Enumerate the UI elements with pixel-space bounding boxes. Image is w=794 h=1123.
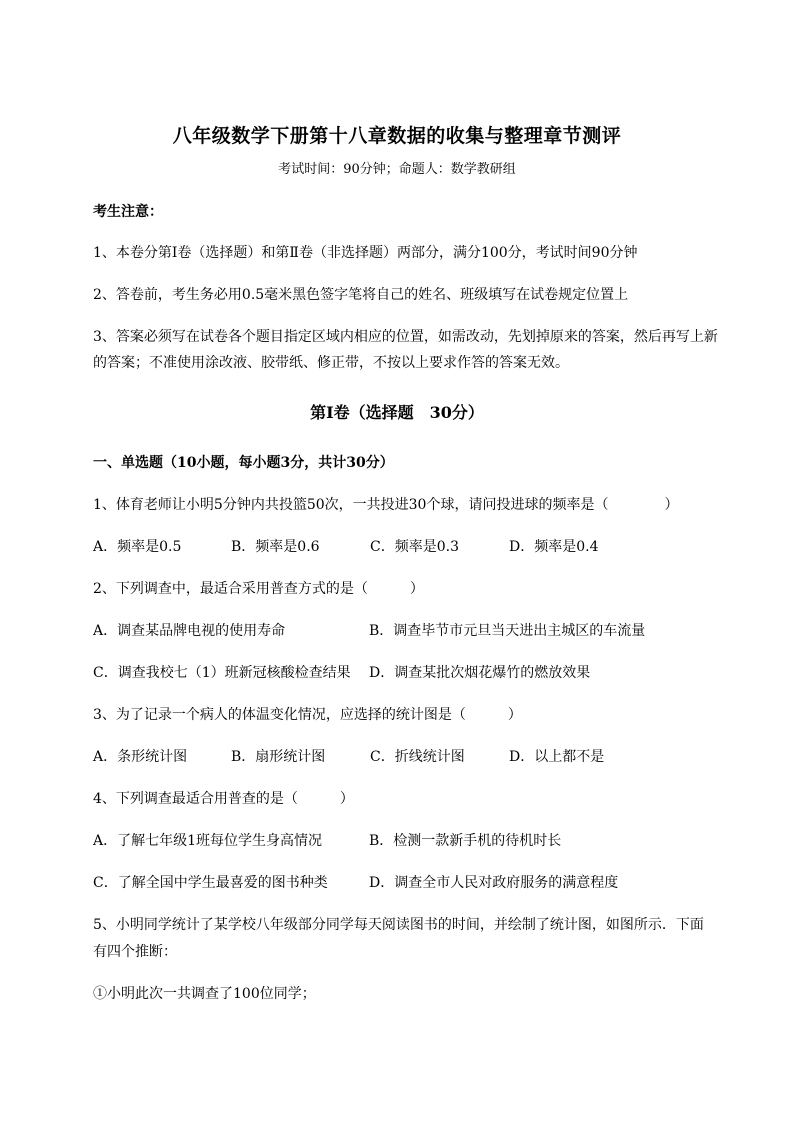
exam-info: 考试时间：90分钟；命题人：数学教研组 [278, 162, 516, 177]
question-2-stem: 2、下列调查中，最适合采用普查方式的是（ ） [93, 581, 424, 597]
notice-heading: 考生注意： [93, 204, 163, 220]
part-heading: 一、单选题（10小题，每小题3分，共计30分） [93, 455, 394, 471]
question-2-option-d: D．调查某批次烟花爆竹的燃放效果 [369, 665, 591, 681]
question-3-option-d: D．以上都不是 [509, 749, 605, 765]
question-5-stem-line-2: 有四个推断： [93, 944, 177, 960]
question-1-stem: 1、体育老师让小明5分钟内共投篮50次，一共投进30个球，请问投进球的频率是（ ） [93, 497, 679, 513]
question-4-option-c: C．了解全国中学生最喜爱的图书种类 [93, 875, 328, 891]
question-4-option-b: B．检测一款新手机的待机时长 [369, 833, 562, 849]
question-5-inference-1: ①小明此次一共调查了100位同学； [93, 986, 316, 1002]
question-1-option-a: A．频率是0.5 [93, 539, 182, 555]
question-4-stem: 4、下列调查最适合用普查的是（ ） [93, 791, 354, 807]
question-1-option-b: B．频率是0.6 [231, 539, 320, 555]
question-4-option-d: D．调查全市人民对政府服务的满意程度 [369, 875, 619, 891]
notice-item-1: 1、本卷分第I卷（选择题）和第Ⅱ卷（非选择题）两部分，满分100分，考试时间90分钟 [93, 245, 638, 261]
question-4-option-a: A．了解七年级1班每位学生身高情况 [93, 833, 323, 849]
question-2-option-b: B．调查毕节市元旦当天进出主城区的车流量 [369, 623, 646, 639]
question-2-option-a: A．调查某品牌电视的使用寿命 [93, 623, 286, 639]
question-3-option-c: C．折线统计图 [370, 749, 465, 765]
question-2-option-c: C．调查我校七（1）班新冠核酸检查结果 [93, 665, 351, 681]
question-5-stem-line-1: 5、小明同学统计了某学校八年级部分同学每天阅读图书的时间，并绘制了统计图，如图所示．下面 [93, 917, 704, 933]
question-3-option-b: B．扇形统计图 [231, 749, 326, 765]
question-3-option-a: A．条形统计图 [93, 749, 188, 765]
notice-item-3-line-1: 3、答案必须写在试卷各个题目指定区域内相应的位置，如需改动，先划掉原来的答案，然后再写上新 [93, 329, 718, 345]
question-3-stem: 3、为了记录一个病人的体温变化情况，应选择的统计图是（ ） [93, 707, 522, 723]
question-1-option-c: C．频率是0.3 [370, 539, 459, 555]
page-title: 八年级数学下册第十八章数据的收集与整理章节测评 [172, 125, 622, 147]
section-title: 第I卷（选择题 30分） [310, 403, 484, 422]
notice-item-3-line-2: 的答案；不准使用涂改液、胶带纸、修正带，不按以上要求作答的答案无效。 [93, 355, 569, 371]
question-1-option-d: D．频率是0.4 [509, 539, 599, 555]
notice-item-2: 2、答卷前，考生务必用0.5毫米黑色签字笔将自己的姓名、班级填写在试卷规定位置上 [93, 287, 629, 303]
